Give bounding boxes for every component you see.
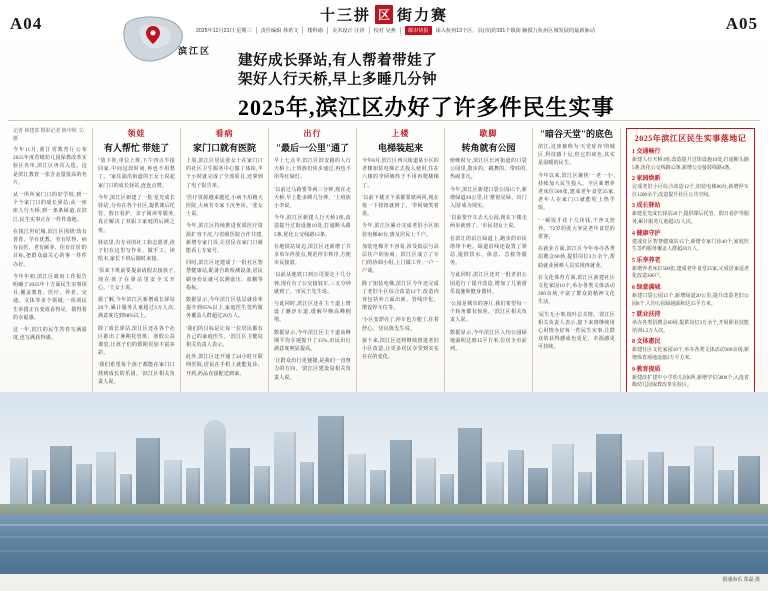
paragraph: '以前下楼买个菜都要歇两回,现在按一下按钮就到了。'李阿姨笑着说。 [362,195,439,218]
paragraph: '医疗资源越来越近,小病不用跑大医院,大病有专家下沉坐诊。'张女士说。 [186,195,263,218]
building [136,438,160,504]
paragraph: 今年以来,滨江区聚焦'一老一小',持续加大民生投入。全区新增养老床位500张,建成老年食堂25家,老年人在家门口就能吃上热乎饭。 [538,173,615,212]
byline: 记者 林建雀 摄影记者 陈中秋 文/摄 [13,129,85,142]
masthead-pre: 十三拼 [319,8,371,24]
paragraph: 与此同时,滨江区还在主干道上增设了潮汐车道,缓解早晚高峰拥堵。 [274,302,351,324]
column-elevator [356,128,444,428]
paragraph: 除了成长驿站,滨江区还在各个社区推出了暑期托管班、寒假公益课堂,让孩子们的假期更加丰富多彩。 [98,326,175,357]
building [274,432,296,504]
building [552,444,574,504]
proof-credit: 校对 吴燕 [374,27,401,34]
credit-strip [196,24,626,36]
building [50,446,72,504]
article-columns [8,128,760,428]
masthead [320,4,448,25]
paragraph: 在就业方面,滨江区今年举办各类招聘会60场,提供岗位3万余个,帮助就业困难人员实现再就业。 [538,247,615,269]
paragraph: 在钱江世纪城,滨江区围绕'幼有善育、学有优教、劳有厚得、病有良医、老有颐养、住有宜居'的目标,把群众最关心的事一件件办好。 [13,229,87,268]
paragraph: 滨江,这座被称为'天堂硅谷'的城区,科技感十足,但它的底色,其实是温暖的民生。 [538,145,615,167]
paragraph: 在滨江的沿江绿道上,跑步的市民络绎不绝。绿道沿线还设置了驿站,提供饮水、休息、急救等服务。 [450,236,527,267]
building [230,448,250,504]
building [486,462,504,504]
page-title: 2025年,滨江区办好了许多件民生实事 [238,95,615,120]
sidebar-box [626,128,755,420]
column-lead [8,128,92,428]
paragraph: '民生无小事,枝叶总关情。'滨江区相关负责人表示,接下来将继续用心用情办好每一件民生实事,让群众的获得感成色更足、幸福感更可持续。 [538,312,615,351]
building [32,470,46,504]
paragraph: 上周,滨江区居民张女士在家门口的社区卫生服务中心做了体检,半个小时就完成了全部项目,还拿到了电子报告单。 [186,159,263,189]
column-sidebar [620,128,760,428]
section-title: 转角就有公园 [461,143,516,153]
paragraph: '我们的目标是让每一位居民都有自己的家庭医生。'滨江区卫健局相关负责人表示。 [186,326,263,349]
paragraph: 这一年,滨江的民生答卷写满温度,也写满获得感。 [13,328,87,342]
column-parks [444,128,532,428]
building [596,434,622,504]
building [578,472,592,504]
building [186,468,200,504]
paragraph: 驿站里,有专业的社工和志愿者,孩子们在这里写作业、做手工、读绘本,家长下班后随时来接。 [98,240,175,263]
section-title: "暗谷天堂"的底色 [540,129,613,139]
paragraph: 数据显示,今年滨江区人均公园绿地面积达到15平方米,位居全市前列。 [450,330,527,353]
paragraph: '一顿饭才花十几块钱,干净又营养。'72岁的张大爷是老年食堂的常客。 [538,218,615,241]
paragraph: '公园是城市的客厅,我们希望每一个转角都有惊喜。'滨江区相关负责人说。 [450,302,527,324]
skyline-photo [0,392,768,574]
round-tower [204,420,226,504]
paragraph: 今年,滨江区持续推进优质医疗资源扩容下沉,与省级医院合作共建,新增专家门诊,让居民在家门口就能看上专家号。 [186,224,263,255]
folio-right: A05 [725,14,758,33]
publish-date: 2025年12月31日 星期三 [196,27,257,34]
building [76,464,92,504]
column-summary [532,128,620,428]
paragraph: '以前过马路要等两三分钟,现在走天桥,早上能多睡几分钟。'上班族小李说。 [274,187,351,210]
paragraph: '以前从地铁口到公司要走十几分钟,现在有了公交接驳车,三五分钟就到了。'市民王先生说。 [274,273,351,295]
river-water [0,514,768,574]
column-body [274,158,351,383]
list-item [632,202,749,226]
list-item-desc: 新建星光成长驿站20个,提供课后托管、假日看护等服务,累计服务儿童超3万人次。 [632,212,749,225]
list-item-title: 3 成长驿站 [632,203,661,210]
district-label: 滨江区 [178,46,212,56]
photo-caption: 摄潘海乐 郑磊 摄 [722,577,760,583]
column-body [186,158,263,379]
paragraph: 数据显示,今年滨江区主干道高峰期平均车速提升了15%,市民出行满意度明显提高。 [274,330,351,353]
design-credit: 美术设计 汪涛 [332,27,370,34]
paragraph: 今年,滨江区新建口袋公园15个,新增绿道20公里,让'推窗见绿、出门入园'成为现实。 [450,187,527,210]
masthead-post: 街力赛 [397,8,449,24]
building [164,460,182,504]
editor-credit-2: 楼科瑜 [307,27,328,34]
editor-credit: 责任编辑 林希文 [261,27,304,34]
rule-divider [8,120,760,121]
section-kicker: 领娃 [127,129,146,138]
section-kicker: 出行 [303,129,322,138]
list-item-title: 7 就业扶持 [632,312,661,319]
paragraph: 今年,滨江区累计完成老旧小区加装电梯86台,惠及居民上千户。 [362,224,439,238]
column-body [13,147,87,343]
building [318,416,344,504]
list-item [632,284,749,308]
list-item-desc: 新建改扩建中小学幼儿园6所,新增学位5000个,入选省级幼儿园保教改革实验区。 [632,375,749,389]
column-body [98,158,175,387]
paragraph: 据了解,今年滨江区新增成长驿站20个,累计服务儿童超过3万人次,满意度达到98%以上。 [98,298,175,320]
subhead-line-1: 建好成长驿站,有人帮着带娃了 [238,53,438,69]
paragraph: 接下来,滨江区还将继续推进老旧小区改造,让更多居民享受到实实在在的变化。 [362,338,439,361]
paragraph: 在文化体育方面,滨江区新建社区文化家园10个,举办各类文体活动300余场,丰富了群众的精神文化生活。 [538,275,615,306]
paragraph: 今年,滨江区新建了一批'星光成长驿站',分布在各个社区,提供课后托管、假日看护、亲子阅读等服务,真正解决了双职工家庭的后顾之忧。 [98,195,175,234]
paragraph: 除了加装电梯,滨江区今年还完成了老旧小区综合改造12个,改造内容包括外立面出新、管线序化、增设停车位等。 [362,281,439,312]
paragraph: 同时,滨江区还建成了一批社区智慧健康站,配备自助检测设备,居民刷身份证就可以测血压、血糖等指标。 [186,261,263,291]
headline-block [238,52,708,121]
list-item-desc: 建成社区智慧健康站15个,新增专家门诊40个,家庭医生签约服务覆盖人群超20万人。 [632,239,749,253]
paragraph: '以前要开车去大公园,现在下楼走两步就到了。'市民刘女士说。 [450,216,527,230]
list-item [632,338,749,362]
building [668,466,690,504]
building [528,468,548,504]
list-item-title: 5 乐享养老 [632,257,661,264]
list-item-title: 8 文体惠民 [632,339,661,346]
section-title: 有人帮忙 带娃了 [103,143,170,153]
list-item-title: 6 绿意满城 [632,284,661,291]
paragraph: 加装电梯并不容易,涉及低层与高层住户的协商。滨江区成立了专门的协调小组,上门做工作,一户一户谈。 [362,244,439,275]
list-item [632,257,749,281]
building [416,458,436,504]
section-title: 家门口就有医院 [192,143,256,153]
section-title: 电梯装起来 [377,143,423,153]
building [738,456,760,504]
building [96,452,116,504]
list-item-desc: 举办各类招聘会60场,提供岗位3万余个,开展职业技能培训1.2万人次。 [632,321,749,334]
list-item-title: 4 健康守护 [632,230,661,237]
section-kicker: 上楼 [391,129,410,138]
list-item [632,230,749,254]
list-item [632,311,749,335]
building [718,470,734,504]
section-title: "最后一公里"通了 [276,143,349,153]
masthead-badge: 区 [375,5,393,24]
column-body [362,158,439,362]
list-item [632,148,749,172]
list-item-desc: 新增养老床位500张,建成老年食堂25家,完成居家适老化改造300户。 [632,266,749,280]
paragraph: 从一所所家门口的好学校,到一个个家门口的成长驿站;从一座座人行天桥,到一条条绿道,在滨江,民生实事正在一件件落地。 [13,193,87,223]
list-item-desc: 新建社区文化家园10个,举办各类文体活动300余场,新增体育场地设施2万平方米。 [632,348,749,361]
paragraph: '我们希望每个孩子都能在家门口找到成长的乐园。'滨江区相关负责人说。 [98,363,175,385]
paragraph: 今年8月,滨江区西兴街道某小区的老楼加装电梯正式投入使用,住在六楼的李阿姨终于不用再爬楼梯了。 [362,159,439,189]
building [348,454,366,504]
building [626,460,644,504]
paragraph: '原来下班前要提前请假去接孩子,现在孩子在驿站里安全又开心。'王女士说。 [98,269,175,291]
list-item-title: 2 家园焕新 [632,176,661,183]
folio-left: A04 [10,14,43,33]
building [300,462,314,504]
paper-badge: 都市快报 [405,26,432,35]
list-item-desc: 新建口袋公园15个,新增绿道20公里,提升改造老旧公园8个,人均公园绿地面积达15平方米。 [632,293,749,307]
building [458,428,482,504]
column-healthcare [180,128,268,428]
district-map [120,14,230,66]
paragraph: 此外,滨江区还开通了24小时互联网医院,居民在手机上就能复诊、开药,药品直接配送到家。 [186,355,263,377]
building [370,470,386,504]
column-transport [268,128,356,428]
paragraph: 与此同时,滨江区还对一批老旧公园进行了提升改造,增加了儿童游乐设施和健身器材。 [450,273,527,295]
building [390,440,412,504]
paragraph: 数据显示,今年滨江区基层就诊率提升到65%以上,家庭医生签约服务覆盖人群超过20万人。 [186,298,263,320]
paragraph: 傍晚时分,滨江区长河街道的口袋公园里,散步的、跳舞的、带娃的,热闹非凡。 [450,159,527,181]
map-pin-icon [146,26,160,44]
building [508,450,524,504]
paragraph: 在地铁站周边,滨江区还新增了共享单车停放点,规范停车秩序,方便市民接驳。 [274,244,351,267]
section-kicker: 歇脚 [479,129,498,138]
list-item-title: 1 交通畅行 [632,149,661,155]
column-body [538,144,615,353]
sidebar-title: 2025年滨江区民生实事落地记 [634,134,747,143]
building [254,466,270,504]
building [440,474,454,504]
credit-tagline: 深入杭州13个区、县(市)的191个镇街 触摸九杭州区城发展的最新脉动 [435,27,595,34]
paragraph: 今年年初,滨江区政府工作报告明确了2025年十方面民生实事项目,覆盖教育、医疗、养老、交通、文体等多个领域,一项项民生举措正在变成看得见、摸得着的幸福感。 [13,274,87,321]
paragraph: '让群众出行更便捷,是我们一直努力的方向。'滨江区建设局相关负责人说。 [274,359,351,381]
list-item-title: 9 教育提质 [632,366,661,373]
paragraph: 今年,滨江区新建人行天桥3座,改造提升过街设施10处,打通断头路5条,优化公交线路12条。 [274,216,351,238]
section-kicker: 看病 [215,129,234,138]
paragraph: "放下娃,单位上班,下午四点半接回家,中间这段时间,再也不用愁了。"家住浦沿街道的王女士说起家门口的成长驿站,连连点赞。 [98,159,175,189]
column-childcare [92,128,180,428]
list-item [632,366,749,390]
list-item-desc: 完成老旧小区综合改造12个,加装电梯86台,新增停车位1200余个,改造提升社区公共空间。 [632,185,749,198]
paragraph: '小区变漂亮了,停车也方便了,住着舒心。'居民陈先生说。 [362,318,439,332]
building [120,474,132,504]
paragraph: 早上七点半,滨江区滨安路的人行天桥上,上班族们快步通过,再也不用等红绿灯。 [274,159,351,181]
building [694,446,714,504]
building [10,458,28,504]
subhead-line-2: 架好人行天桥,早上多睡几分钟 [238,72,438,88]
paragraph: 今年11月,浙江省教育厅公布2025年度省级幼儿园保教改革实验区名单,滨江区再次入选。这是滨江教育一张含金量很高的名片。 [13,148,87,186]
building [648,452,664,504]
list-item [632,175,749,199]
column-body [450,158,527,354]
list-item-desc: 新建人行天桥3座,改造提升过街设施10处,打通断头路5条,优化公交线路12条,新增公交接驳线路4条。 [632,158,749,171]
